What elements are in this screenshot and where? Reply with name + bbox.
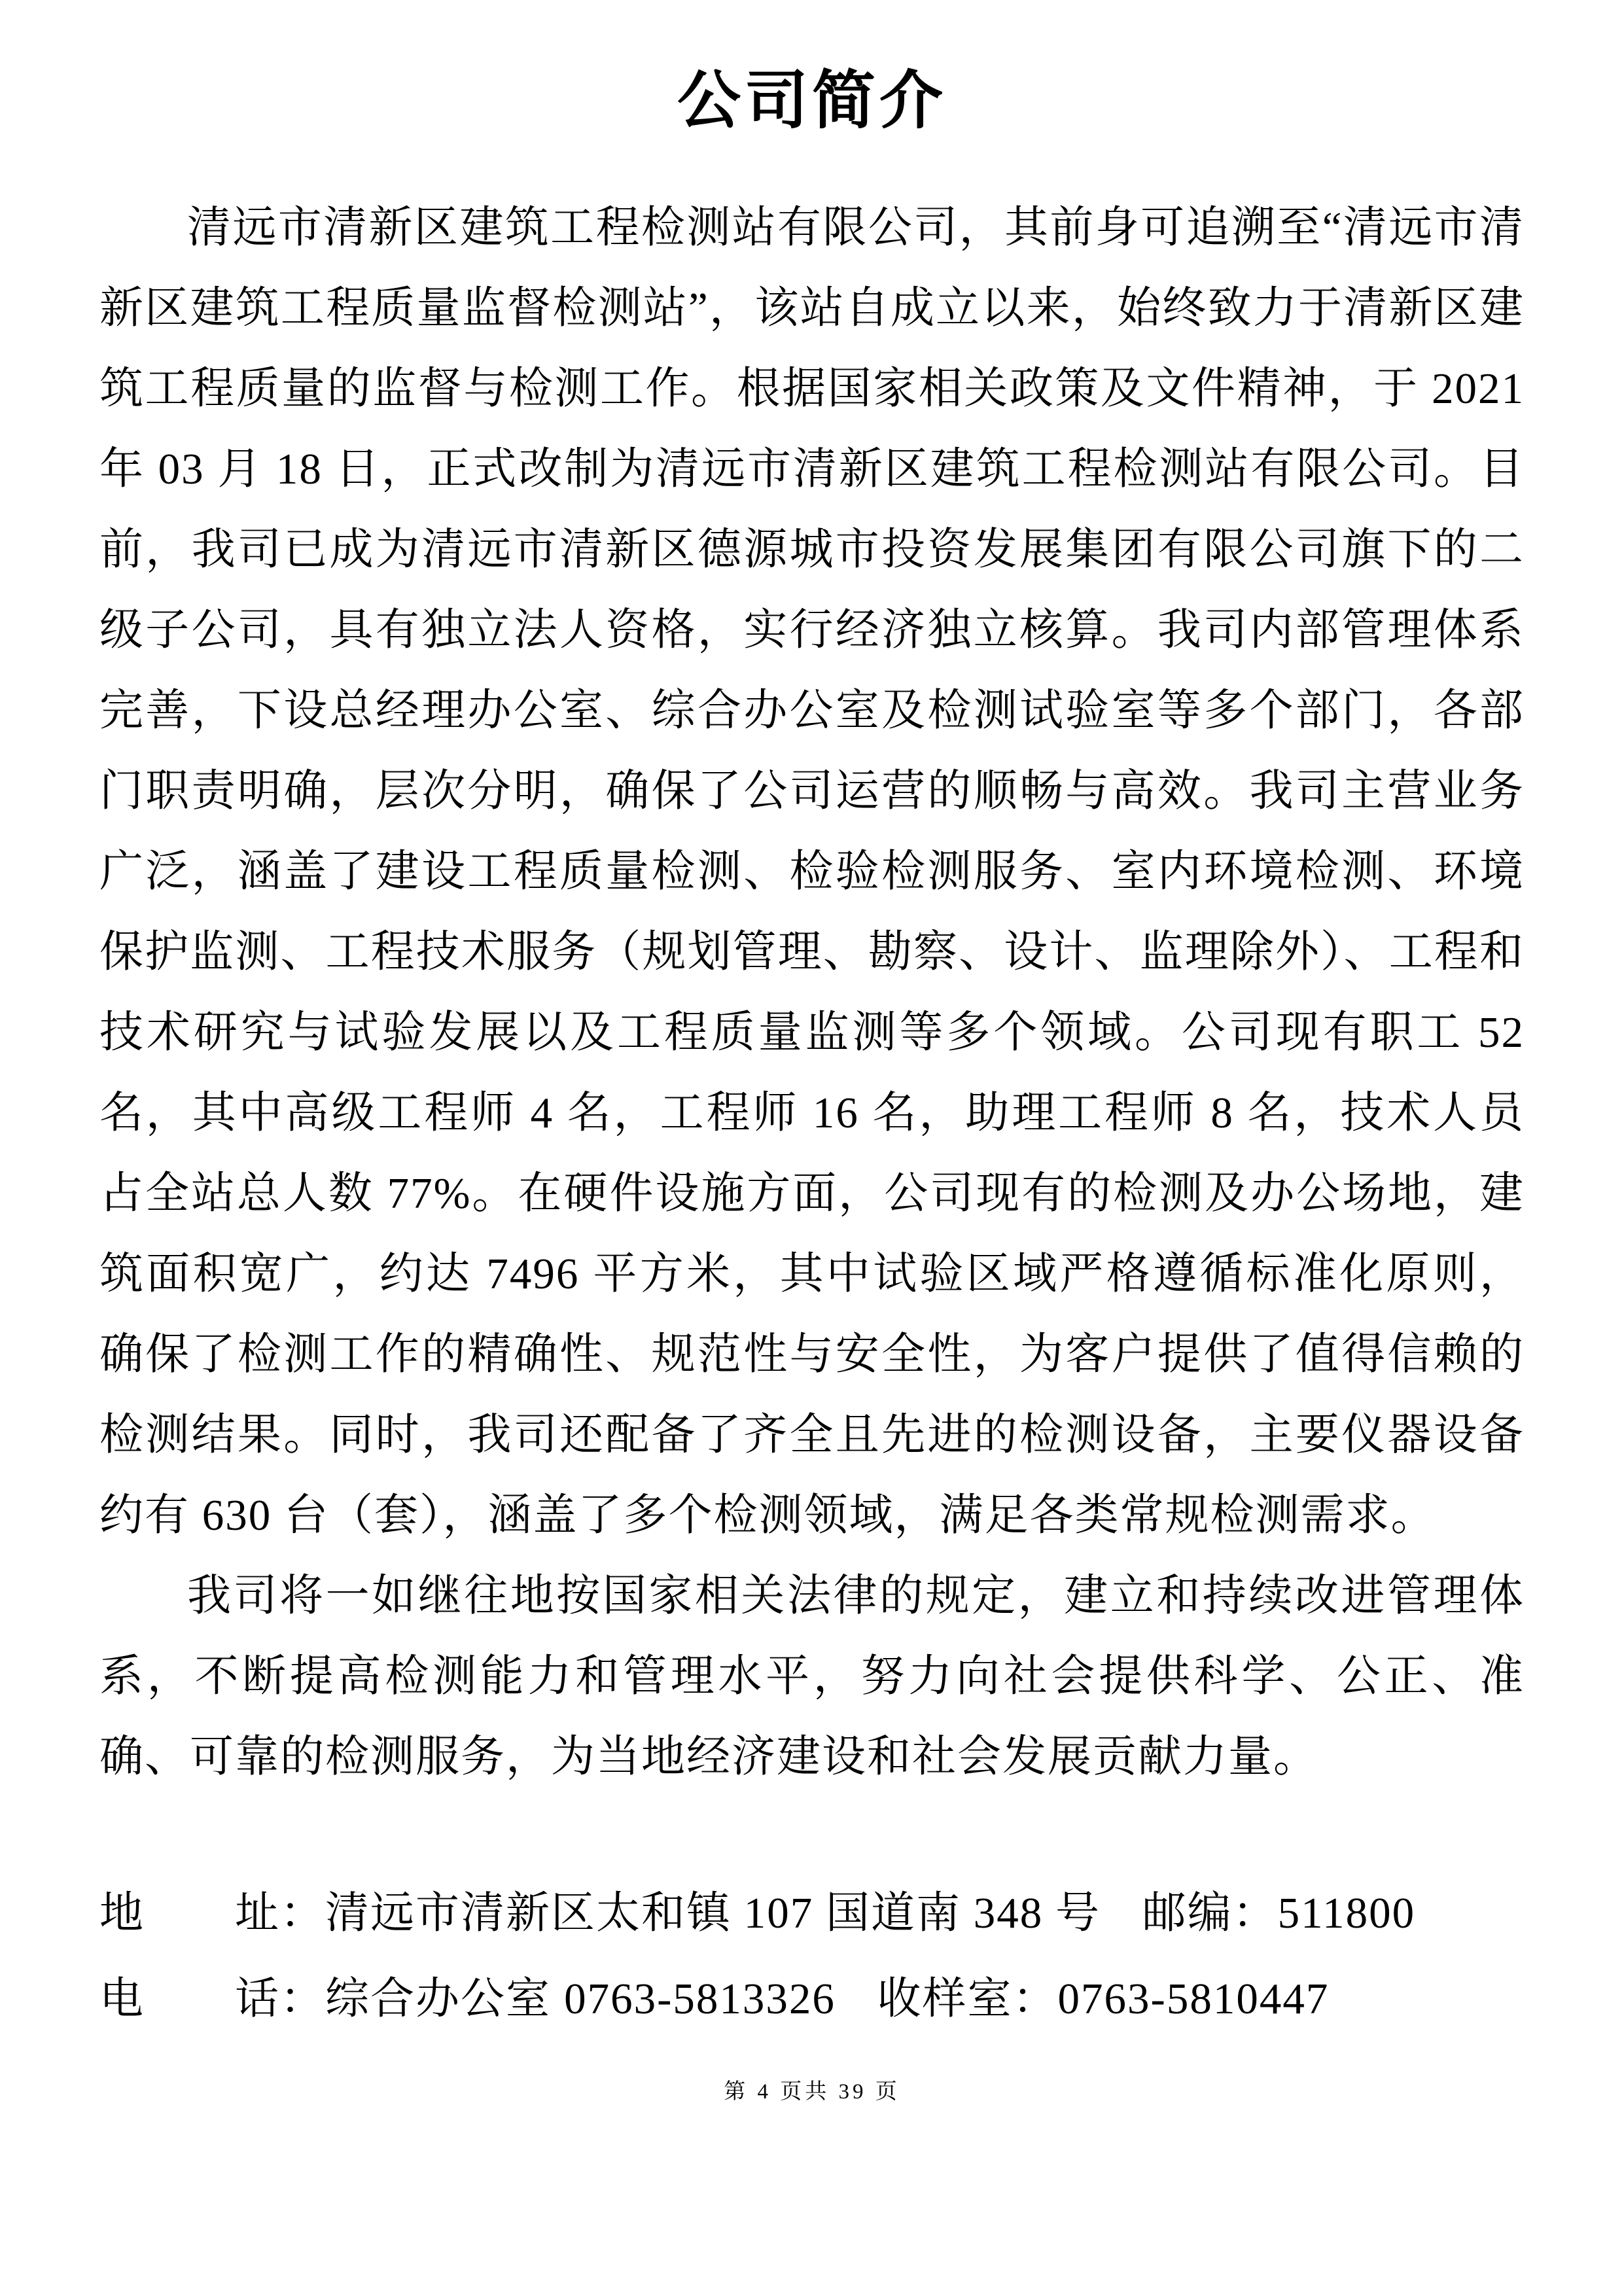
postal-label: 邮编： — [1142, 1889, 1278, 1937]
phone-office-value: 0763-5813326 — [564, 1975, 836, 2023]
phone-sample-label: 收样室： — [877, 1975, 1058, 2023]
company-intro-paragraph: 清远市清新区建筑工程检测站有限公司，其前身可追溯至“清远市清新区建筑工程质量监督检测站”，该站自成立以来，始终致力于清新区建筑工程质量的监督与检测工作。根据国家相关政策及文件精神，于 2021 年 03 月 18 日，正式改制为清远市清新区建筑工程检测站有限公司。目前，我司已成为清远市清新区德源城市投资发展集团有限公司旗下的二级子公司，具有独立法人资格，实行经济独立核算。我司内部管理体系完善，下设总经理办公室、综合办公室及检测试验室等多个部门，各部门职责明确，层次分明，确保了公司运营的顺畅与高效。我司主营业务广泛，涵盖了建设工程质量检测、检验检测服务、室内环境检测、环境保护监测、工程技术服务（规划管理、勘察、设计、监理除外）、工程和技术研究与试验发展以及工程质量监测等多个领域。公司现有职工 52 名，其中高级工程师 4 名，工程师 16 名，助理工程师 8 名，技术人员占全站总人数 77%。在硬件设施方面，公司现有的检测及办公场地，建筑面积宽广，约达 7496 平方米，其中试验区域严格遵循标准化原则，确保了检测工作的精确性、规范性与安全性，为客户提供了值得信赖的检测结果。同时，我司还配备了齐全且先进的检测设备，主要仪器设备约有 630 台（套），涵盖了多个检测领域，满足各类常规检测需求。 — [99, 203, 1525, 1540]
page-number: 第 4 页共 39 页 — [724, 2080, 900, 2104]
contact-block — [99, 1871, 1525, 2042]
address-value: 清远市清新区太和镇 107 国道南 348 号 — [325, 1889, 1101, 1937]
body-text — [99, 188, 1525, 1797]
commitment-paragraph: 我司将一如继往地按国家相关法律的规定，建立和持续改进管理体系，不断提高检测能力和管理水平，努力向社会提供科学、公正、准确、可靠的检测服务，为当地经济建设和社会发展贡献力量。 — [99, 1572, 1525, 1781]
postal-value: 511800 — [1277, 1889, 1416, 1937]
phone-sample-value: 0763-5810447 — [1057, 1975, 1330, 2023]
document-content — [99, 62, 1525, 2042]
phone-label: 电 话： — [99, 1975, 325, 2023]
page-title: 公司简介 — [677, 66, 947, 136]
address-label: 地 址： — [99, 1889, 325, 1937]
phone-office-label: 综合办公室 — [325, 1975, 551, 2023]
address-line — [99, 1871, 1525, 1956]
phone-line — [99, 1956, 1525, 2042]
